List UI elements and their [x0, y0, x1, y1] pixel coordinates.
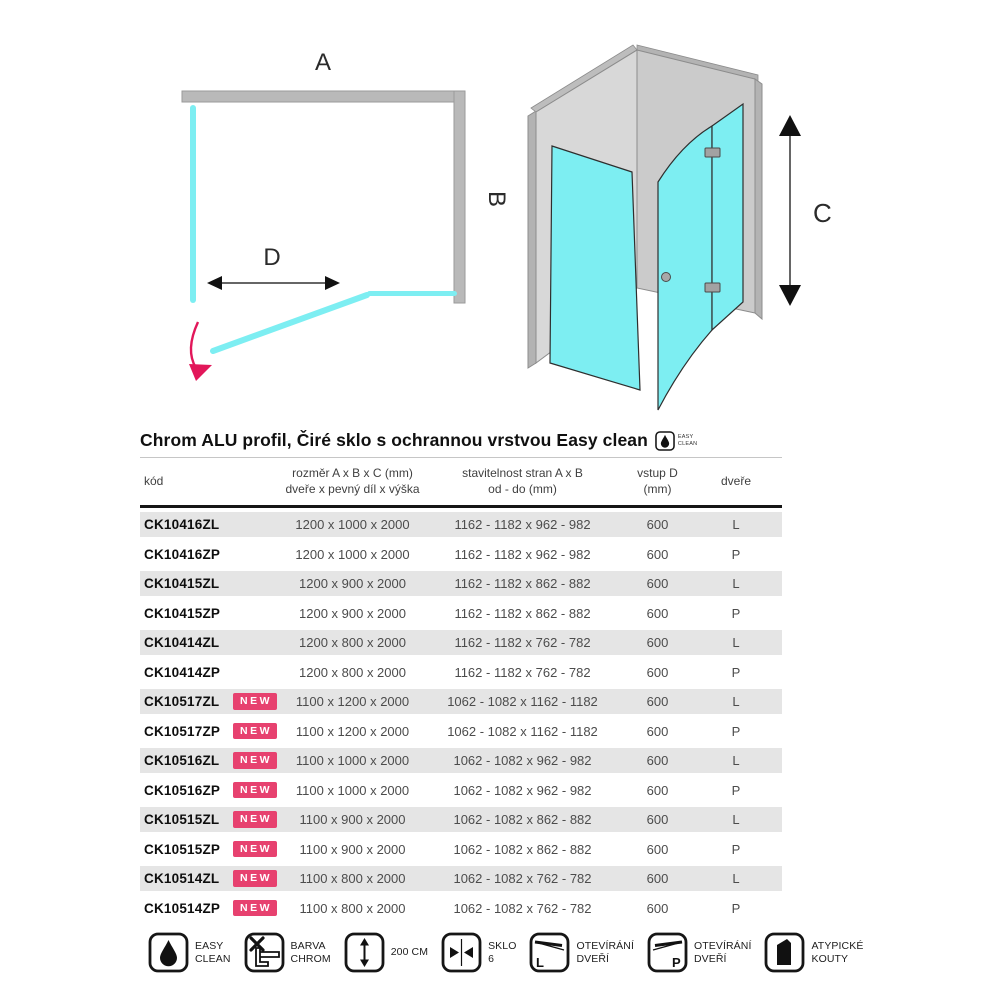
new-badge-cell: [233, 841, 285, 858]
adjustability-value: 1062 - 1082 x 862 - 882: [453, 841, 592, 857]
header-adjustability: stavitelnost stran A x B od - do (mm): [462, 466, 583, 496]
entry-value: 600: [646, 694, 669, 710]
plan-top-wall: [182, 91, 465, 102]
drop-icon: [655, 431, 675, 451]
table-row: [140, 660, 782, 685]
plan-side-glass: [367, 291, 457, 296]
door-side-value: L: [732, 576, 740, 592]
product-code: CK10515ZL: [144, 812, 220, 828]
door-side-value: P: [731, 546, 741, 562]
entry-value: 600: [646, 635, 669, 651]
iso-left-wall-edge: [528, 111, 536, 368]
dimensions-value: 1100 x 1000 x 2000: [295, 782, 410, 798]
table-header: [140, 457, 782, 508]
entry-value: 600: [646, 546, 669, 562]
product-code: CK10415ZP: [144, 605, 221, 621]
adjustability-value: 1062 - 1082 x 962 - 982: [453, 753, 592, 769]
table-row: [140, 837, 782, 862]
new-badge-cell: [233, 900, 285, 917]
table-row: [140, 630, 782, 655]
door-side-value: P: [731, 664, 741, 680]
table-row: [140, 866, 782, 891]
dimensions-value: 1200 x 1000 x 2000: [295, 546, 410, 562]
adjustability-value: 1162 - 1182 x 962 - 982: [454, 546, 591, 562]
product-code: CK10415ZL: [144, 576, 220, 592]
legend: [148, 932, 863, 973]
entry-value: 600: [646, 576, 669, 592]
easy-clean-badge-label: EASY CLEAN: [677, 434, 698, 447]
product-code: CK10516ZL: [144, 753, 220, 769]
entry-value: 600: [646, 900, 669, 916]
spec-table: [140, 457, 782, 925]
legend-label: OTEVÍRÁNÍ DVEŘÍ: [576, 939, 634, 965]
legend-label: SKLO 6: [488, 939, 517, 965]
dimension-d-label: D: [263, 244, 281, 271]
legend-label: ATYPICKÉ KOUTY: [811, 939, 864, 965]
dimensions-value: 1100 x 1200 x 2000: [295, 723, 410, 739]
product-code: CK10414ZL: [144, 635, 220, 651]
legend-item-atypical: [764, 932, 863, 973]
new-badge: NEW: [233, 752, 277, 769]
adjustability-value: 1062 - 1082 x 1162 - 1182: [447, 694, 598, 710]
new-badge: NEW: [233, 900, 277, 917]
entry-value: 600: [646, 605, 669, 621]
entry-value: 600: [646, 517, 669, 533]
new-badge-cell: [233, 811, 285, 828]
iso-right-wall-edge: [755, 79, 762, 319]
chrome-profile-icon: [244, 932, 285, 973]
header-dimensions: rozměr A x B x C (mm) dveře x pevný díl x výška: [285, 466, 420, 496]
entry-value: 600: [646, 812, 669, 828]
dimension-c-label: C: [813, 198, 832, 228]
dimensions-value: 1100 x 800 x 2000: [299, 871, 406, 887]
glass-thickness-icon: [441, 932, 482, 973]
dimensions-value: 1200 x 1000 x 2000: [295, 517, 410, 533]
legend-label: OTEVÍRÁNÍ DVEŘÍ: [693, 939, 752, 965]
legend-label: 200 CM: [390, 946, 429, 959]
product-code: CK10416ZL: [144, 517, 220, 533]
legend-item-200cm: [344, 932, 428, 973]
entry-value: 600: [646, 782, 669, 798]
iso-diagram: [500, 30, 880, 420]
iso-door-side-glass: [712, 104, 743, 330]
table-row: [140, 571, 782, 596]
header-spacer: [233, 466, 285, 497]
dimensions-value: 1200 x 800 x 2000: [299, 635, 406, 651]
new-badge-cell: [233, 870, 285, 887]
table-row: [140, 778, 782, 803]
door-right-letter: P: [671, 955, 681, 970]
entry-value: 600: [646, 753, 669, 769]
header-entry: vstup D (mm): [637, 466, 678, 496]
door-knob-icon: [662, 273, 671, 282]
door-side-value: L: [732, 635, 740, 651]
adjustability-value: 1162 - 1182 x 862 - 882: [454, 605, 591, 621]
door-side-value: P: [731, 605, 741, 621]
legend-item-door-left: [529, 932, 634, 973]
iso-fixed-glass-panel: [550, 146, 640, 390]
new-badge: NEW: [233, 782, 277, 799]
plan-fixed-glass: [190, 105, 196, 303]
plan-open-door-glass: [213, 295, 367, 351]
new-badge-cell: [233, 782, 285, 799]
d-dimension-arrow: [207, 276, 340, 290]
dimensions-value: 1100 x 800 x 2000: [299, 900, 406, 916]
legend-item-sklo6: [441, 932, 516, 973]
plan-diagram: [150, 28, 520, 393]
c-dimension-arrow: [779, 115, 801, 306]
dimensions-value: 1100 x 1000 x 2000: [295, 753, 410, 769]
entry-value: 600: [646, 664, 669, 680]
header-door: dveře: [720, 473, 752, 488]
door-side-value: P: [731, 782, 741, 798]
dimensions-value: 1100 x 900 x 2000: [299, 841, 406, 857]
table-row: [140, 512, 782, 537]
door-left-letter: L: [536, 955, 545, 970]
new-badge: NEW: [233, 723, 277, 740]
legend-label: EASY CLEAN: [195, 939, 231, 965]
adjustability-value: 1162 - 1182 x 762 - 782: [454, 635, 591, 651]
door-hinge-top-icon: [705, 148, 720, 157]
dimensions-value: 1200 x 900 x 2000: [299, 576, 406, 592]
door-side-value: P: [731, 900, 741, 916]
dimension-b-label: B: [483, 190, 510, 208]
new-badge: NEW: [233, 841, 277, 858]
door-swing-arrow: [189, 322, 212, 381]
new-badge-cell: [233, 723, 285, 740]
adjustability-value: 1062 - 1082 x 862 - 882: [453, 812, 592, 828]
adjustability-value: 1062 - 1082 x 1162 - 1182: [447, 723, 598, 739]
door-right-icon: [647, 932, 688, 973]
product-code: CK10517ZL: [144, 694, 220, 710]
table-row: [140, 601, 782, 626]
product-code: CK10414ZP: [144, 664, 221, 680]
legend-item-door-right: [647, 932, 752, 973]
easy-clean-badge: [655, 431, 697, 451]
dimensions-value: 1200 x 900 x 2000: [299, 605, 406, 621]
entry-value: 600: [646, 723, 669, 739]
table-row: [140, 719, 782, 744]
door-side-value: L: [732, 753, 740, 769]
table-row: [140, 896, 782, 921]
adjustability-value: 1162 - 1182 x 862 - 882: [454, 576, 591, 592]
legend-item-barva-chrom: [244, 932, 331, 973]
adjustability-value: 1062 - 1082 x 762 - 782: [453, 900, 592, 916]
new-badge-cell: [233, 693, 285, 710]
adjustability-value: 1062 - 1082 x 762 - 782: [453, 871, 592, 887]
door-side-value: L: [732, 812, 740, 828]
table-row: [140, 748, 782, 773]
adjustability-value: 1162 - 1182 x 962 - 982: [454, 517, 591, 533]
door-side-value: L: [732, 694, 740, 710]
adjustability-value: 1162 - 1182 x 762 - 782: [454, 664, 591, 680]
door-side-value: L: [732, 517, 740, 533]
dimension-a-label: A: [314, 49, 332, 76]
door-side-value: P: [731, 841, 741, 857]
door-hinge-bottom-icon: [705, 283, 720, 292]
table-body: [140, 512, 782, 921]
product-code: CK10515ZP: [144, 841, 221, 857]
product-code: CK10514ZL: [144, 871, 220, 887]
table-row: [140, 807, 782, 832]
new-badge-cell: [233, 752, 285, 769]
drop-icon: [148, 932, 189, 973]
new-badge: NEW: [233, 693, 277, 710]
table-row: [140, 689, 782, 714]
dimensions-value: 1200 x 800 x 2000: [299, 664, 406, 680]
height-arrow-icon: [344, 932, 385, 973]
dimensions-value: 1100 x 900 x 2000: [299, 812, 406, 828]
page-title: Chrom ALU profil, Čiré sklo s ochrannou vrstvou Easy clean: [140, 430, 648, 450]
door-left-icon: [529, 932, 570, 973]
product-code: CK10517ZP: [144, 723, 221, 739]
legend-item-easy-clean: [148, 932, 231, 973]
new-badge: NEW: [233, 870, 277, 887]
legend-label: BARVA CHROM: [290, 939, 331, 965]
door-side-value: L: [732, 871, 740, 887]
header-code: kód: [144, 473, 164, 488]
product-code: CK10514ZP: [144, 900, 221, 916]
title-row: [140, 430, 697, 451]
door-side-value: P: [731, 723, 741, 739]
atypical-corner-icon: [764, 932, 805, 973]
entry-value: 600: [646, 841, 669, 857]
entry-value: 600: [646, 871, 669, 887]
plan-right-wall: [454, 91, 465, 303]
new-badge: NEW: [233, 811, 277, 828]
dimensions-value: 1100 x 1200 x 2000: [295, 694, 410, 710]
product-code: CK10516ZP: [144, 782, 221, 798]
adjustability-value: 1062 - 1082 x 962 - 982: [453, 782, 592, 798]
table-row: [140, 542, 782, 567]
product-code: CK10416ZP: [144, 546, 221, 562]
